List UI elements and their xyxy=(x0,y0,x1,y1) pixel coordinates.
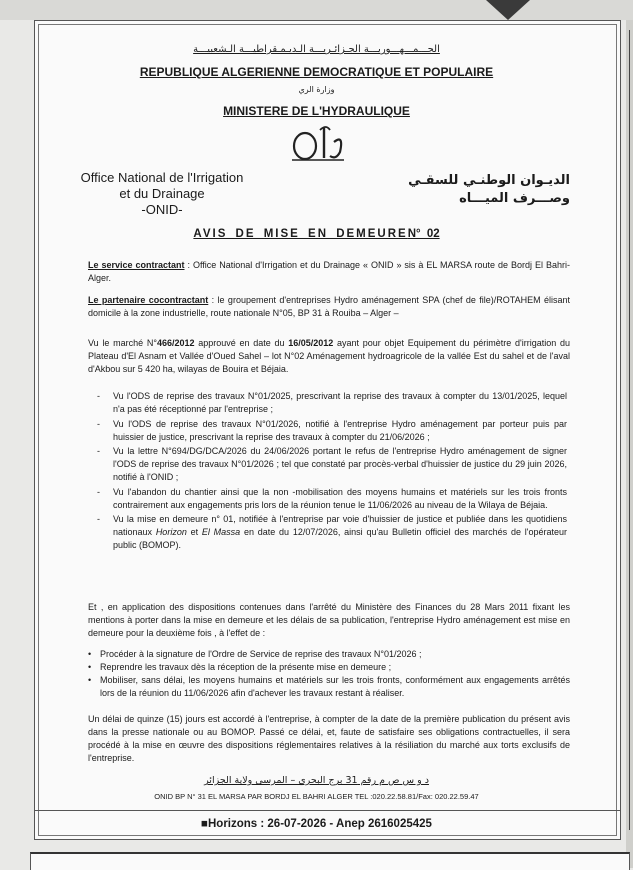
office-ar-line1: الديـوان الوطنـي للسقـي xyxy=(408,173,570,188)
consideration-last-text-1: Vu la mise en demeure n° 01, notifiée à l'entreprise par voie d'huissier de justice et publiée dans les quotidiens nationaux xyxy=(113,514,567,537)
consideration-item xyxy=(97,513,567,552)
action-item: • Procéder à la signature de l'Ordre de Service de reprise des travaux N°01/2026 ; xyxy=(88,648,570,661)
consideration-item: - Vu l'abandon du chantier ainsi que la non -mobilisation des moyens humains et matériels sur les trois fronts contrairement aux engagements pris lors de la réunion tenue le 11/06/2026 au niveau de la Wilaya de Béjaia. xyxy=(97,486,567,512)
consideration-item: - Vu l'ODS de reprise des travaux N°01/2026, notifié à l'entreprise Hydro aménagement par porteur puis par huissier de justice, prescrivant la reprise des travaux à compter du 21/06/2026 ; xyxy=(97,418,567,444)
next-notice-edge xyxy=(30,852,630,870)
footer-arabic-address: د و س ص م رقم 31 برج البحري – المرسى ولاية الجزائر xyxy=(204,775,429,786)
service-label: Le service contractant xyxy=(88,260,185,270)
arabic-republic-heading: الجـــمـــهـــوريـــة الجـزائـريـــة الـديـمـقراطيـــة الـشعبيـــة xyxy=(193,44,440,55)
adjacent-page-border xyxy=(629,30,630,830)
arabic-ministry-heading: وزارة الري xyxy=(298,85,335,94)
newspaper-horizon: Horizon xyxy=(155,527,187,537)
market-text-2: approuvé en date du xyxy=(194,338,289,348)
consideration-item: - Vu la lettre N°694/DG/DCA/2026 du 24/06/2026 portant le refus de l'entreprise Hydro aménagement de signer l'ODS de reprise des travaux N°01/2026 ; tel que constaté par procès-verbal d'huissier de justice du 29 juin 2026, notifié à l'ONID ; xyxy=(97,445,567,484)
onid-logo-icon xyxy=(290,122,346,162)
newspaper-el-massa: El Massa xyxy=(201,527,241,537)
consideration-last-text-3: en date du 12/07/2026, ainsi qu'au Bulletin officiel des marchés de l'opérateur public (BOMOP). xyxy=(113,527,567,550)
office-name-french xyxy=(62,170,262,218)
market-text-3: ayant pour objet Equipement du périmètre d'irrigation du Plateau d'El Asnam et Vallée d'Oued Sahel – lot N°02 Aménagement hydroagricole de la vallée Est du sahel et de l'aval d'Akbou sur 5 420 ha, wilayas de Bouira et Béjaia. xyxy=(88,338,570,374)
office-fr-line3: -ONID- xyxy=(141,202,183,217)
market-number: 466/2012 xyxy=(156,338,195,348)
deadline-paragraph: Un délai de quinze (15) jours est accordé à l'entreprise, à compter de la date de la première publication du présent avis dans la presse nationale ou au BOMOP. Passé ce délai, et, faute de satisfaire ses obligations contractuelles, il sera procédé à la mise en œuvre des dispositions réglementaires relatives à la résiliation du marché aux torts exclusifs de l'entreprise. xyxy=(88,714,570,763)
office-name-arabic xyxy=(392,172,570,208)
market-text-1: Vu le marché N° xyxy=(88,338,157,348)
office-fr-line1: Office National de l'Irrigation xyxy=(80,170,244,185)
office-ar-line2: وصـــرف الميـــاه xyxy=(459,191,570,206)
ministry-heading: MINISTERE DE L'HYDRAULIQUE xyxy=(223,104,410,118)
service-text: : Office National d'Irrigation et du Drainage « ONID » sis à EL MARSA route de Bordj El Bahri- Alger. xyxy=(88,260,570,283)
notice-title-number: N° 02 xyxy=(407,228,440,240)
market-date: 16/05/2012 xyxy=(288,338,334,348)
actions-list xyxy=(88,648,570,700)
market-paragraph xyxy=(88,337,570,376)
partner-paragraph xyxy=(88,294,570,320)
consideration-item: - Vu l'ODS de reprise des travaux N°01/2025, prescrivant la reprise des travaux à compter du 13/01/2025, lequel n'a pas été réceptionné par l'entreprise ; xyxy=(97,390,567,416)
footer-divider xyxy=(34,810,621,811)
page-fold xyxy=(0,0,633,20)
intro-paragraph: Et , en application des dispositions contenues dans l'arrêté du Ministère des Finances du 28 Mars 2011 fixant les mentions à porter dans la mise en demeure et les délais de sa publication, l'entreprise Hydro aménagement est mise en demeure pour la deuxième fois , à l'effet de : xyxy=(88,602,570,638)
office-fr-line2: et du Drainage xyxy=(119,186,205,201)
republic-heading: REPUBLIQUE ALGERIENNE DEMOCRATIQUE ET POPULAIRE xyxy=(139,65,494,79)
notice-title xyxy=(0,228,633,240)
action-item: • Mobiliser, sans délai, les moyens humains et matériels sur les trois fronts, conformément aux engagements arrêtés lors de la réunion du 11/06/2026 afin d'achever les travaux restant à réaliser. xyxy=(88,674,570,700)
notice-title-text: AVIS DE MISE EN DEMEURE xyxy=(193,228,408,240)
footer-address: ONID BP N° 31 EL MARSA PAR BORDJ EL BAHRI ALGER TEL :020.22.58.81/Fax: 020.22.59.47 xyxy=(154,792,479,801)
consideration-last-text-2: et xyxy=(186,527,202,537)
partner-label: Le partenaire cocontractant xyxy=(88,295,209,305)
previous-page-edge xyxy=(486,0,530,20)
action-item: • Reprendre les travaux dès la réception de la présente mise en demeure ; xyxy=(88,661,570,674)
publication-reference: ■Horizons : 26-07-2026 - Anep 2616025425 xyxy=(201,818,432,830)
considerations-list xyxy=(97,390,567,554)
service-paragraph xyxy=(88,259,570,285)
partner-text: : le groupement d'entreprises Hydro aménagement SPA (chef de file)/ROTAHEM élisant domicile à la zone industrielle, route nationale N°05, BP 31 à Rouiba – Alger – xyxy=(88,295,570,318)
